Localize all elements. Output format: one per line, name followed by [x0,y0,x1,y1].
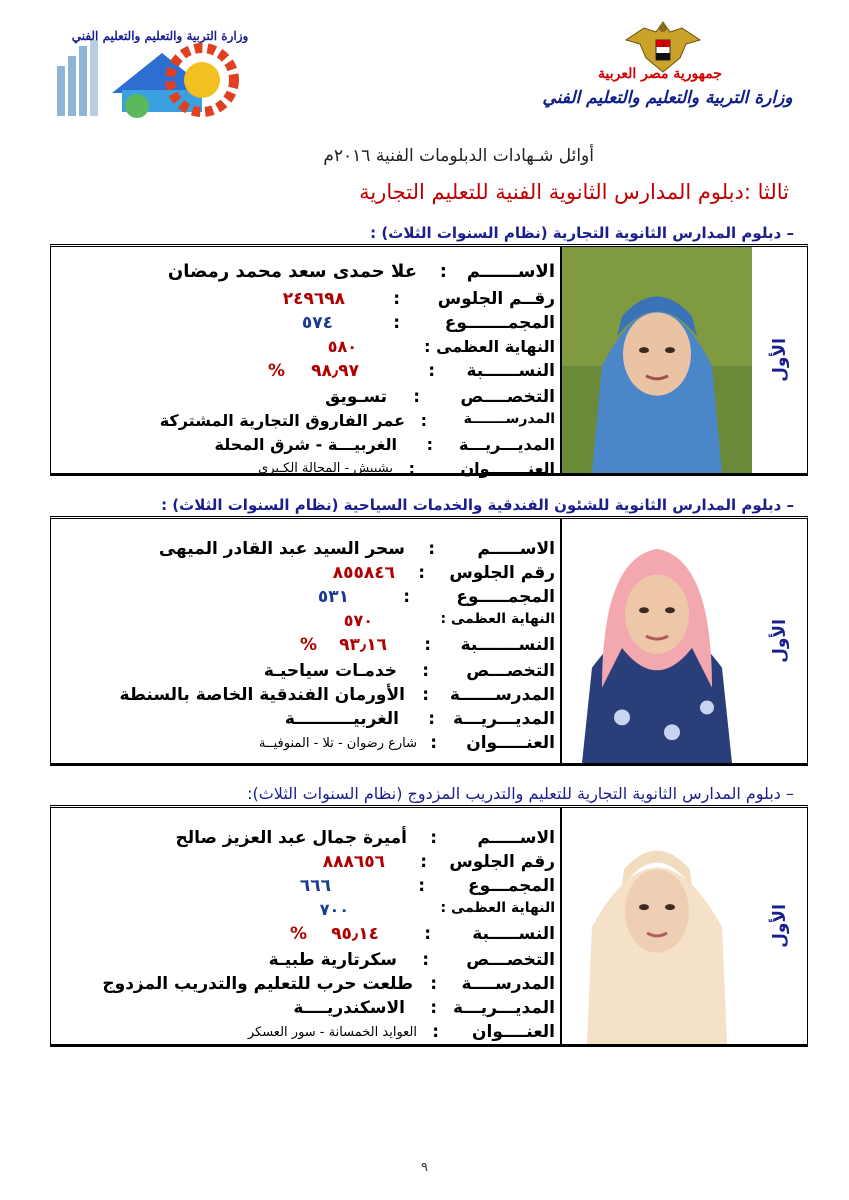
subtitle-2: – دبلوم المدارس الثانوية للشئون الفندقية والخدمات السياحية (نظام السنوات الثلاث) : [161,496,794,514]
percent-label: النســـــبة [472,924,555,944]
percent-label: النســـــــبة [460,635,555,655]
name-label: الاســـــم [477,539,555,559]
student-card: الأول الاســـــم : أميرة جمال عبد العزيز صالح رقم الجلوس : ٨٨٨٦٥٦ المجمـــوع : ٦٦٦ النهاية العظمى : ٧٠٠ النســـــبة : ٩٥٫١٤ % التخصـــص : سكرتارية طبيـة المدرســــة : طلعت حرب للتعليم والتدريب المزدوج المديـــريـــة : الاسكندريــــة العنــــوان : العوايد الخمسانة - سور العسكر [50,805,808,1047]
address: بشبيش - المحالة الكـبرى [258,461,393,476]
major-label: التخصــــص [460,387,555,407]
directorate-label: المديـــريـــة [459,435,555,454]
school: الأورمان الفندقية الخاصة بالسنطة [119,685,405,705]
max-score: ٧٠٠ [319,900,349,919]
rank-label: الأول [769,904,790,948]
student-name: سحر السيد عبد القادر الميهى [158,539,405,559]
seat-number: ٨٥٥٨٤٦ [332,563,395,583]
school-label: المدرســــــة [449,685,555,705]
percent-sign: % [299,635,317,655]
republic-title: جمهورية مصر العربية [598,66,722,82]
rank-label: الأول [769,619,790,663]
student-name: أميرة جمال عبد العزيز صالح [175,828,407,848]
rank-cell [750,808,807,1044]
student-photo [560,519,752,763]
subtitle-1: – دبلوم المدارس الثانوية التجارية (نظام السنوات الثلاث) : [370,224,794,242]
student-photo [560,247,752,473]
max-score: ٥٧٠ [343,611,373,630]
percent-sign: % [289,924,307,944]
directorate-label: المديـــريـــة [453,709,555,729]
ministry-title: وزارة التربية والتعليم والتعليم الفني [542,88,793,108]
max-label: النهاية العظمى : [440,900,555,916]
max-label: النهاية العظمى : [440,611,555,627]
ministry-logo [52,18,267,126]
rank-label: الأول [769,338,790,382]
total-label: المجمـــوع [468,876,555,896]
name-label: الاســــــم [466,261,555,282]
directorate: الغربيـــة - شرق المحلة [214,435,397,454]
total-score: ٥٣١ [317,587,349,607]
percentage: ٩٥٫١٤ [331,924,379,944]
total-label: المجمـــــوع [456,587,555,607]
section-title: ثالثا :دبلوم المدارس الثانوية الفنية للتعليم التجارية [359,180,789,204]
address-label: العنــــوان [472,1022,555,1042]
total-label: المجمـــــــوع [444,313,555,333]
major-label: التخصـــص [466,950,555,970]
major: خدمـات سياحيـة [263,661,397,681]
seat-label: رقم الجلوس [449,852,555,872]
major: تسـويق [325,387,387,407]
subtitle-3: – دبلوم المدارس الثانوية التجارية للتعليم والتدريب المزدوج (نظام السنوات الثلاث): [247,784,794,803]
school: عمر الفاروق التجارية المشتركة [159,411,405,430]
seat-label: رقــم الجلوس [437,289,555,309]
address-label: العنـــــــوان [460,459,555,478]
max-label: النهاية العظمى : [424,337,555,356]
directorate: الغربيــــــــــة [284,709,399,729]
address-label: العنـــــوان [466,733,555,753]
school: طلعت حرب للتعليم والتدريب المزدوج [102,974,413,994]
major: سكرتارية طبيـة [268,950,397,970]
student-card: الأول الاســــــم : علا حمدى سعد محمد رمضان رقــم الجلوس : ٢٤٩٦٩٨ المجمـــــــوع : ٥٧٤ النهاية العظمى : ٥٨٠ النســــــبة : ٩٨٫٩٧ % التخصــــص : تسـويق المدرســـــــة : عمر الفاروق التجارية المشتركة المديـــريـــة : الغربيـــة - شرق المحلة العنـــــــوان : بشبيش - المحالة الكـبرى [50,244,808,476]
logo-text: وزارة التربية والتعليم والتعليم الفني [71,29,249,43]
total-score: ٦٦٦ [299,876,331,896]
percent-label: النســــــبة [466,361,555,381]
page-number: ٩ [421,1160,428,1175]
student-name: علا حمدى سعد محمد رمضان [167,261,417,282]
address: العوايد الخمسانة - سور العسكر [247,1025,417,1040]
seat-number: ٨٨٨٦٥٦ [322,852,385,872]
total-score: ٥٧٤ [301,313,333,333]
seat-label: رقم الجلوس [449,563,555,583]
document-title: أوائل شـهادات الدبلومات الفنية ٢٠١٦م [323,146,594,166]
rank-cell [750,519,807,763]
name-label: الاســـــم [477,828,555,848]
student-photo [560,808,752,1044]
percentage: ٩٨٫٩٧ [311,361,359,381]
school-label: المدرســــة [461,974,555,994]
percentage: ٩٣٫١٦ [339,635,387,655]
directorate: الاسكندريــــة [293,998,405,1018]
school-label: المدرســـــــة [463,411,555,427]
address: شارع رضوان - تلا - المنوفيــة [259,736,417,751]
rank-cell [750,247,807,473]
major-label: التخصـــص [466,661,555,681]
student-card: الأول الاســـــم : سحر السيد عبد القادر الميهى رقم الجلوس : ٨٥٥٨٤٦ المجمـــــوع : ٥٣١ النهاية العظمى : ٥٧٠ النســـــــبة : ٩٣٫١٦ % التخصـــص : خدمـات سياحيـة المدرســــــة : الأورمان الفندقية الخاصة بالسنطة المديـــريـــة : الغربيــــــــــة العنـــــوان : شارع رضوان - تلا - المنوفيــة [50,516,808,766]
percent-sign: % [267,361,285,381]
seat-number: ٢٤٩٦٩٨ [282,289,345,309]
max-score: ٥٨٠ [327,337,357,356]
directorate-label: المديـــريـــة [453,998,555,1018]
